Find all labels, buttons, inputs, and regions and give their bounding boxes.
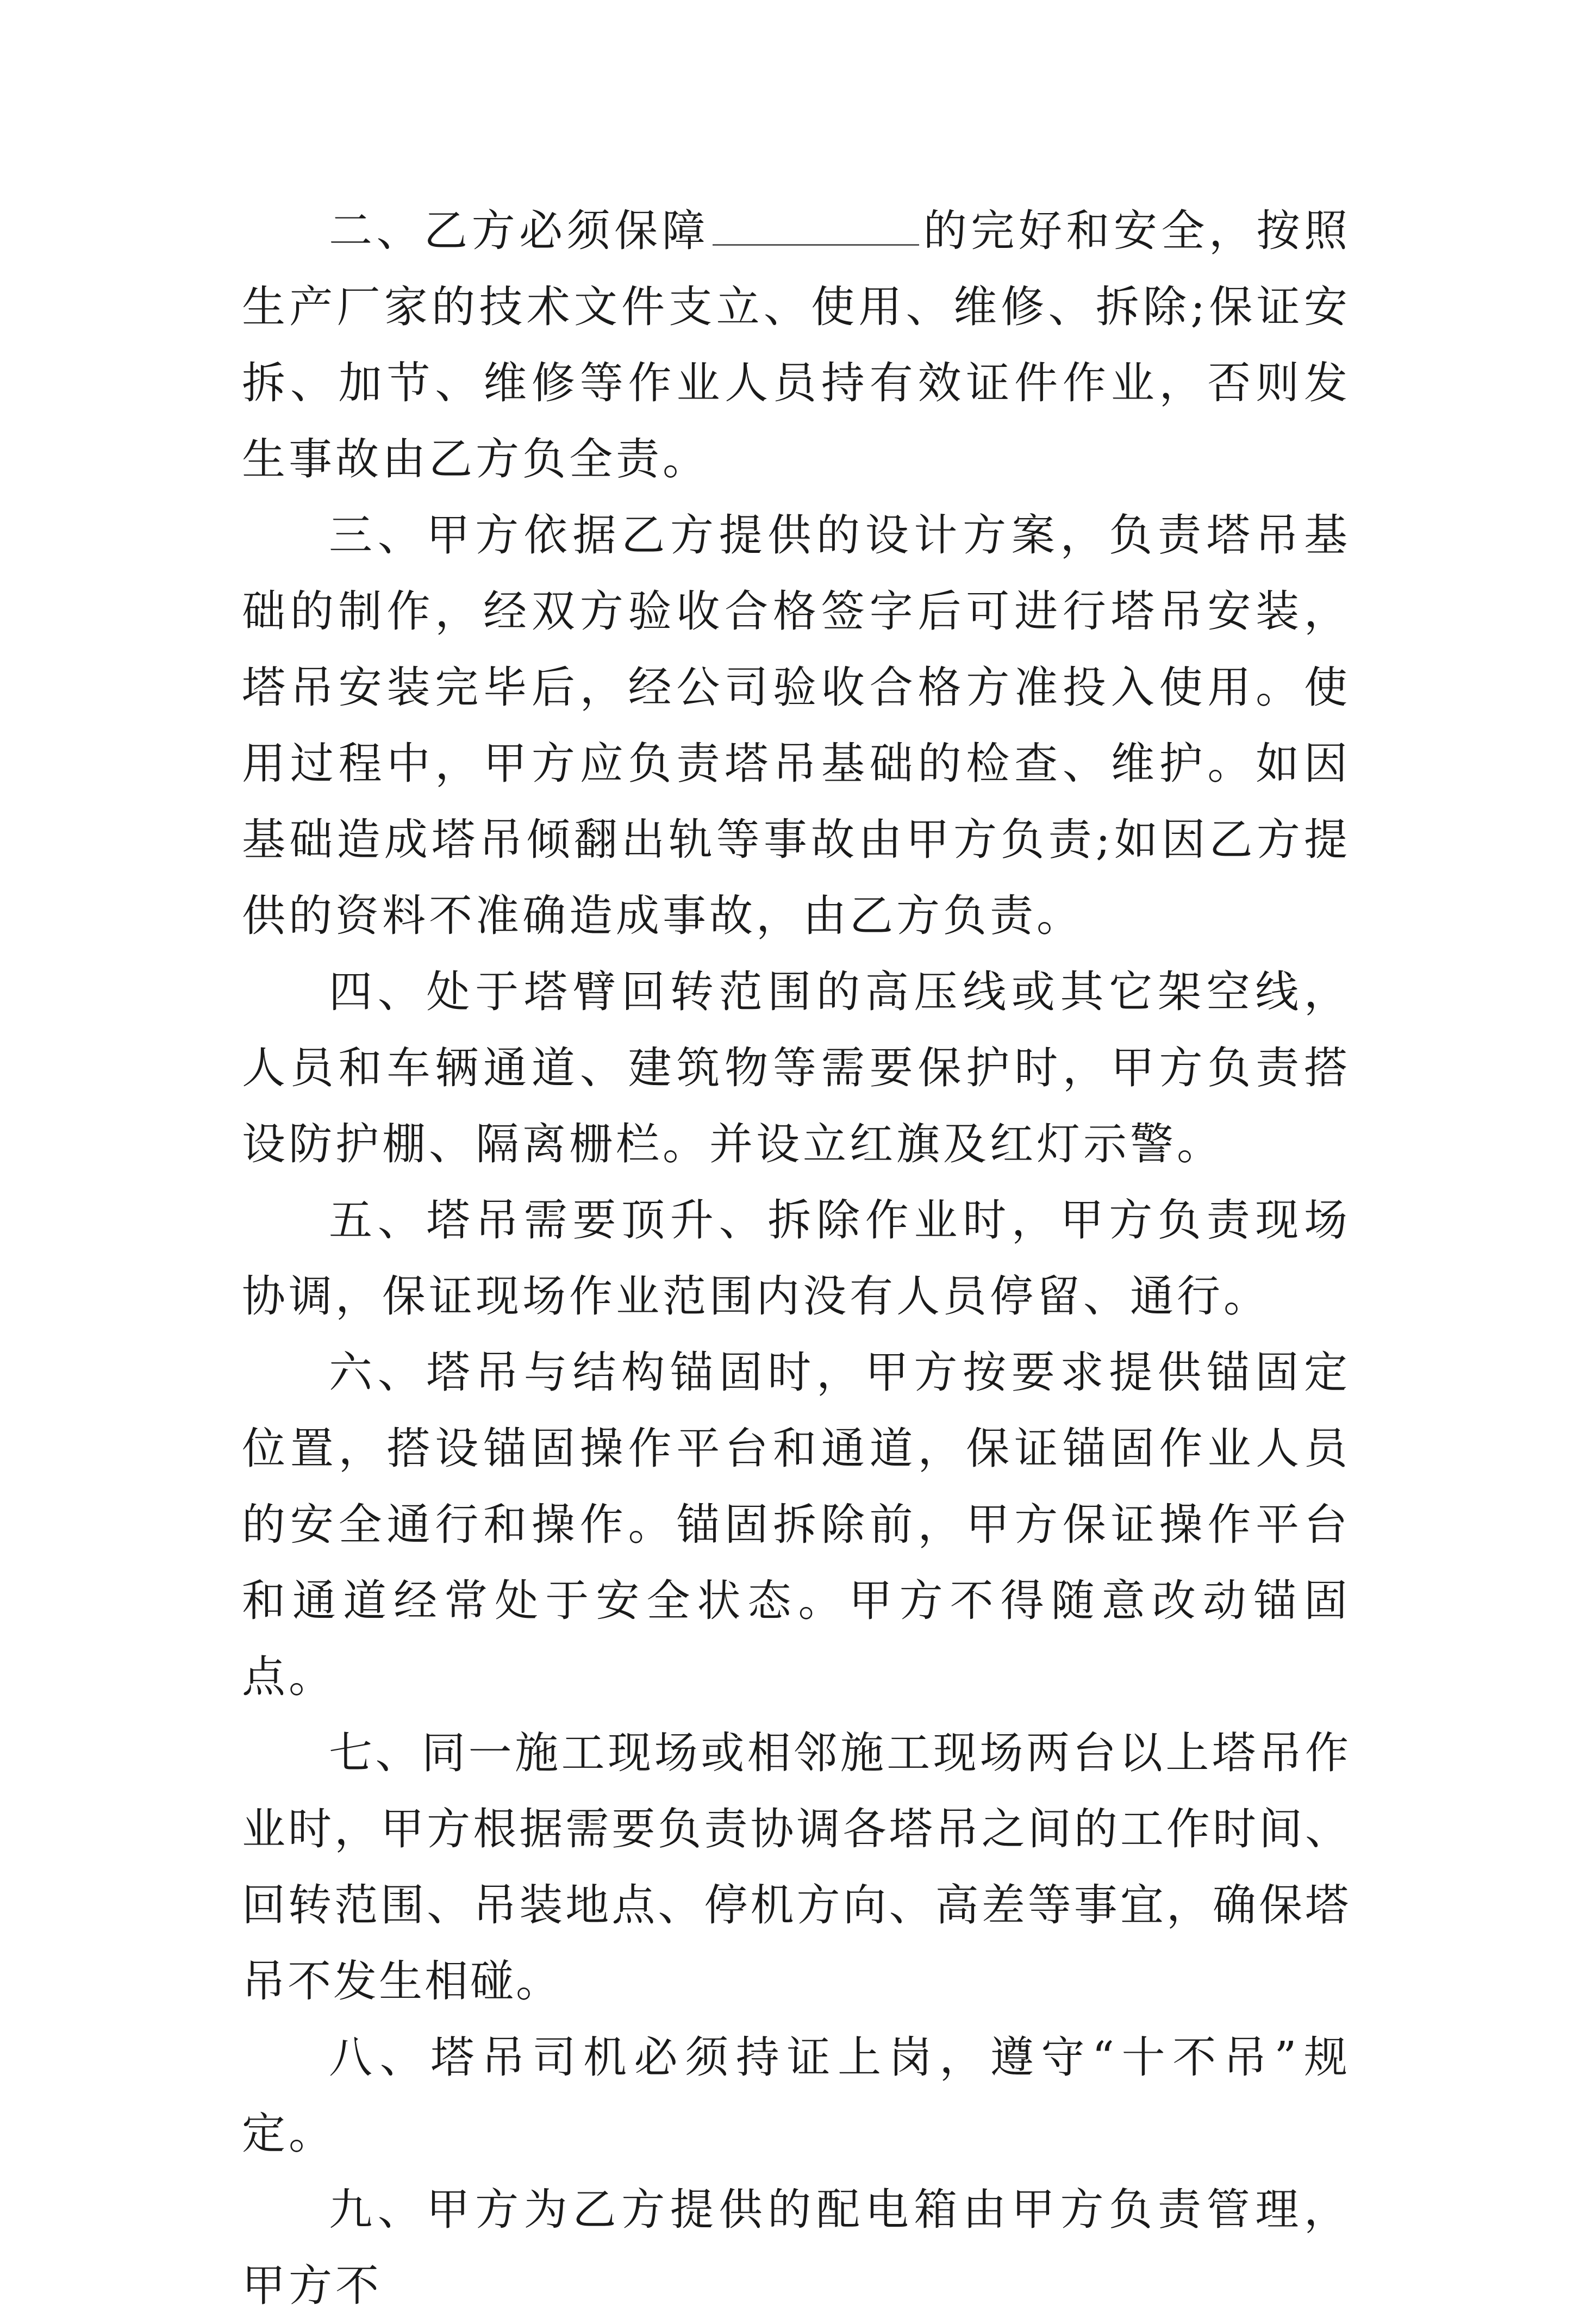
paragraph-3: 三、甲方依据乙方提供的设计方案，负责塔吊基础的制作，经双方验收合格签字后可进行塔吊安装，塔吊安装完毕后，经公司验收合格方准投入使用。使用过程中，甲方应负责塔吊基础的检查、维护。如因基础造成塔吊倾翻出轨等事故由甲方负责;如因乙方提供的资料不准确造成事故，由乙方负责。	[242, 510, 1351, 941]
paragraph-5: 五、塔吊需要顶升、拆除作业时，甲方负责现场协调，保证现场作业范围内没有人员停留、通行。	[242, 1195, 1351, 1322]
document-page	[242, 193, 1351, 2324]
paragraph-8: 八、塔吊司机必须持证上岗，遵守“十不吊”规定。	[242, 2032, 1351, 2159]
paragraph-6: 六、塔吊与结构锚固时，甲方按要求提供锚固定位置，搭设锚固操作平台和通道，保证锚固作业人员的安全通行和操作。锚固拆除前，甲方保证操作平台和通道经常处于安全状态。甲方不得随意改动锚固点。	[242, 1347, 1351, 1702]
paragraph-4: 四、处于塔臂回转范围的高压线或其它架空线，人员和车辆通道、建筑物等需要保护时，甲方负责搭设防护棚、隔离栅栏。并设立红旗及红灯示警。	[242, 967, 1351, 1169]
paragraph-7: 七、同一施工现场或相邻施工现场两台以上塔吊作业时，甲方根据需要负责协调各塔吊之间的工作时间、回转范围、吊装地点、停机方向、高差等事宜，确保塔吊不发生相碰。	[242, 1728, 1351, 2007]
fill-in-blank	[713, 208, 919, 246]
paragraph-9: 九、甲方为乙方提供的配电箱由甲方负责管理，甲方不	[242, 2184, 1351, 2311]
paragraph-2-text-before: 二、乙方必须保障	[329, 205, 710, 256]
paragraph-2	[242, 193, 1351, 497]
paragraph-2-text-after: 的完好和安全，按照生产厂家的技术文件支立、使用、维修、拆除;保证安拆、加节、维修等作业人员持有效证件作业，否则发生事故由乙方负全责。	[242, 205, 1351, 484]
